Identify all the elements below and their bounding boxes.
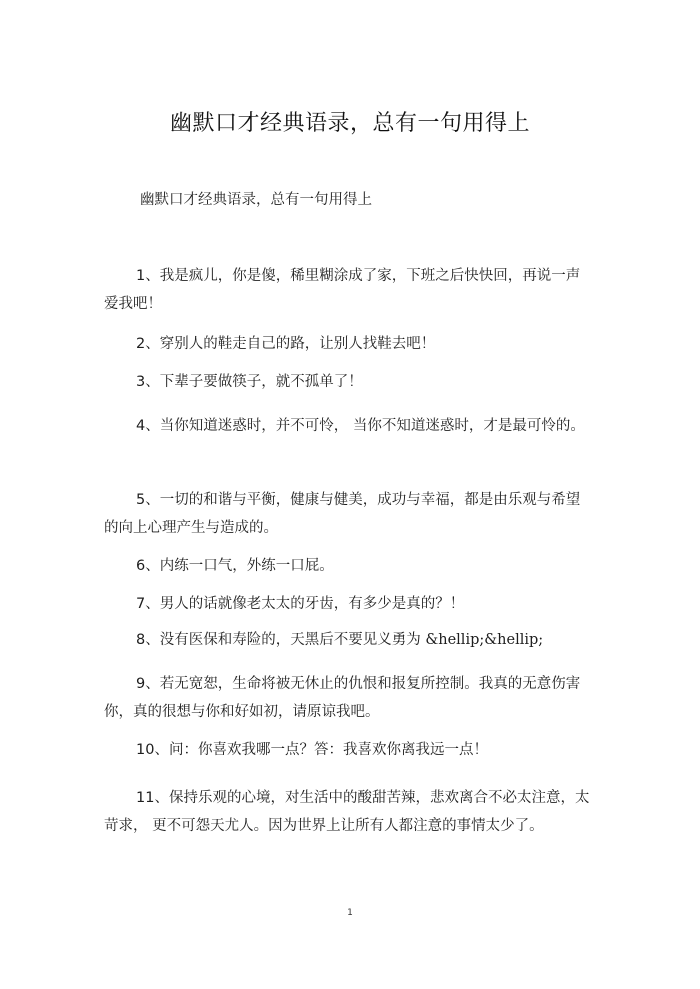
quote-number: 1 [136,268,146,284]
quote-text: 、保持乐观的心境，对生活中的酸甜苦辣，悲欢离合不必太注意，太苛求， 更不可怨天尤人。因为世界上让所有人都注意的事情太少了。 [104,790,590,834]
quote-text: 、内练一口气，外练一口屁。 [145,558,334,574]
quote-text: 、下辈子要做筷子，就不孤单了！ [145,374,363,390]
quote-item-10 [104,736,594,764]
quote-number: 9 [136,676,146,692]
page-number: 1 [347,908,353,918]
quote-item-5 [104,486,594,542]
quote-text: 、问：你喜欢我哪一点？答：我喜欢你离我远一点！ [154,742,488,758]
quote-text: 、没有医保和寿险的，天黑后不要见义勇为 &hellip;&hellip; [145,632,544,648]
quote-number: 3 [136,374,146,390]
quote-number: 6 [136,558,146,574]
quote-item-3 [104,368,594,396]
quote-text: 、穿别人的鞋走自己的路，让别人找鞋去吧！ [145,336,436,352]
quote-item-6 [104,552,594,580]
quote-number: 4 [136,418,146,434]
quote-number: 11 [136,790,155,806]
quote-text: 、当你知道迷惑时，并不可怜， 当你不知道迷惑时，才是最可怜的。 [145,418,585,434]
quote-item-7 [104,590,594,618]
quote-number: 8 [136,632,146,648]
quote-number: 2 [136,336,146,352]
quote-item-4 [104,412,594,440]
quote-number: 10 [136,742,155,758]
quote-number: 5 [136,492,146,508]
quote-text: 、一切的和谐与平衡，健康与健美，成功与幸福，都是由乐观与希望的向上心理产生与造成的。 [104,492,581,536]
quote-item-9 [104,670,594,726]
quote-item-1 [104,262,594,318]
quote-item-8 [104,626,594,654]
quote-text: 、我是疯儿，你是傻，稀里糊涂成了家，下班之后快快回，再说一声爱我吧！ [104,268,581,312]
quote-text: 、若无宽恕，生命将被无休止的仇恨和报复所控制。我真的无意伤害你，真的很想与你和好如初，请原谅我吧。 [104,676,581,720]
quote-text: 、男人的话就像老太太的牙齿，有多少是真的？！ [145,596,465,612]
quote-item-11 [104,784,594,840]
quote-item-2 [104,330,594,358]
quote-number: 7 [136,596,146,612]
document-subtitle: 幽默口才经典语录，总有一句用得上 [140,192,372,208]
document-title: 幽默口才经典语录，总有一句用得上 [169,111,530,136]
